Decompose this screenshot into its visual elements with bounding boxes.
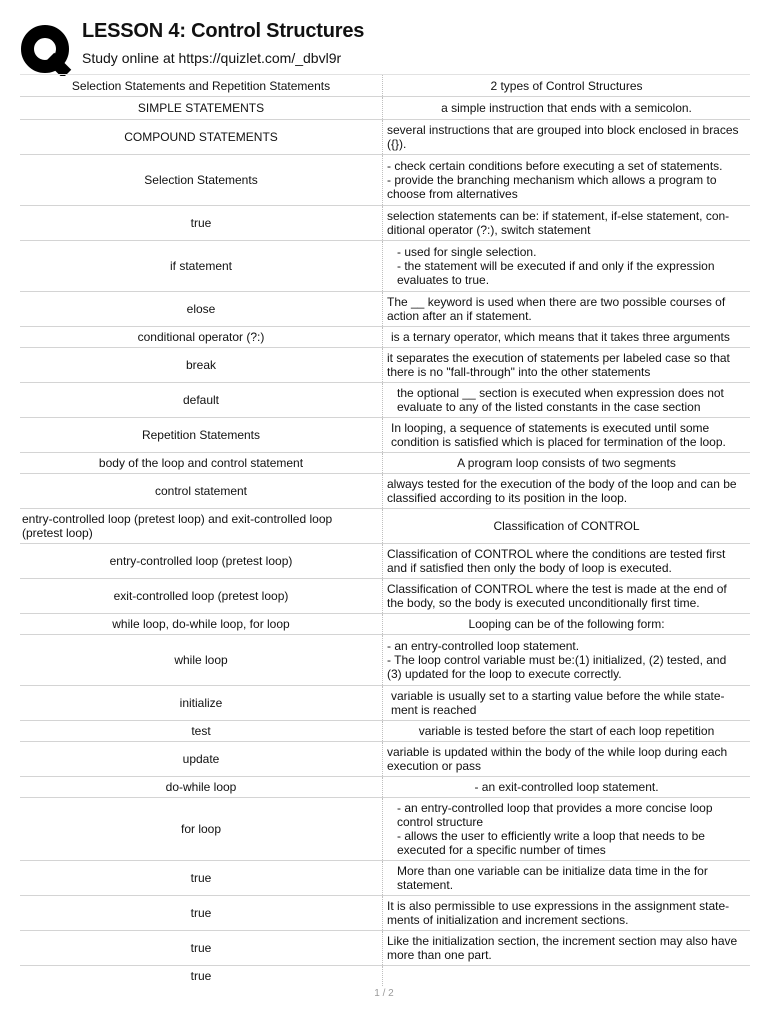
definition-cell <box>383 896 750 930</box>
term-text: Selection Statements <box>144 173 258 187</box>
term-cell <box>20 896 383 930</box>
term-text: body of the loop and control statement <box>98 456 304 470</box>
term-text: conditional operator (?:) <box>137 330 265 344</box>
definition-text: selection statements can be: if statement, if-else statement, con- ditional operator (?:), switch statement <box>387 209 730 237</box>
definition-text: variable is tested before the start of each loop repetition <box>418 724 715 738</box>
term-text: true <box>190 216 212 230</box>
definition-cell <box>383 614 750 634</box>
term-cell <box>20 798 383 860</box>
definition-cell <box>383 966 750 986</box>
table-row <box>20 634 750 685</box>
definition-cell <box>383 206 750 240</box>
table-row <box>20 326 750 347</box>
definition-text: Looping can be of the following form: <box>468 617 665 631</box>
term-text: SIMPLE STATEMENTS <box>137 101 265 115</box>
term-text: default <box>182 393 220 407</box>
term-cell <box>20 777 383 797</box>
table-row <box>20 685 750 720</box>
term-cell <box>20 97 383 119</box>
term-cell <box>20 206 383 240</box>
definition-text: always tested for the execution of the body of the loop and can be classified according to its position in the loop. <box>387 477 737 505</box>
term-text: break <box>185 358 217 372</box>
definition-text: Classification of CONTROL where the test is made at the end of the body, so the body is executed unconditionally first time. <box>387 582 727 610</box>
term-text: exit-controlled loop (pretest loop) <box>113 589 289 603</box>
page-header <box>0 0 768 74</box>
definition-text: More than one variable can be initialize data time in the for statement. <box>397 864 708 892</box>
definition-text: Classification of CONTROL where the conditions are tested first and if satisfied then only the body of loop is executed. <box>387 547 726 575</box>
term-cell <box>20 614 383 634</box>
definition-text: Like the initialization section, the increment section may also have more than one part. <box>387 934 738 962</box>
quizlet-logo-icon <box>20 24 72 76</box>
definition-cell <box>383 120 750 154</box>
term-text: while loop, do-while loop, for loop <box>112 617 290 631</box>
term-cell <box>20 742 383 776</box>
definition-cell <box>383 97 750 119</box>
table-row <box>20 613 750 634</box>
term-cell <box>20 75 383 96</box>
definition-text: it separates the execution of statements per labeled case so that there is no "fall-through" into the other statements <box>387 351 730 379</box>
term-cell <box>20 966 383 986</box>
definition-cell <box>383 777 750 797</box>
definition-text: a simple instruction that ends with a semicolon. <box>441 101 692 115</box>
term-cell <box>20 635 383 685</box>
table-row <box>20 543 750 578</box>
study-online-link[interactable]: Study online at https://quizlet.com/_dbvl9r <box>82 50 342 66</box>
term-text: elose <box>186 302 216 316</box>
definition-cell <box>383 931 750 965</box>
term-text: entry-controlled loop (pretest loop) <box>109 554 293 568</box>
term-cell <box>20 686 383 720</box>
term-cell <box>20 721 383 741</box>
definition-cell <box>383 327 750 347</box>
table-row <box>20 895 750 930</box>
term-cell <box>20 453 383 473</box>
table-row <box>20 508 750 543</box>
term-text: true <box>190 941 212 955</box>
term-text: Repetition Statements <box>141 428 261 442</box>
definition-text: is a ternary operator, which means that it takes three arguments <box>391 330 730 344</box>
definition-cell <box>383 155 750 205</box>
term-cell <box>20 544 383 578</box>
definition-text: 2 types of Control Structures <box>490 78 643 93</box>
table-row <box>20 473 750 508</box>
table-row <box>20 452 750 473</box>
table-row <box>20 154 750 205</box>
term-cell <box>20 348 383 382</box>
table-row <box>20 578 750 613</box>
definition-cell <box>383 742 750 776</box>
term-text: if statement <box>169 259 233 273</box>
table-row <box>20 741 750 776</box>
definition-text: - check certain conditions before executing a set of statements. - provide the branching mechanism which allows a program to choose from alternatives <box>387 159 723 201</box>
term-cell <box>20 292 383 326</box>
definition-text: - an exit-controlled loop statement. <box>474 780 659 794</box>
page-title: LESSON 4: Control Structures <box>82 20 365 42</box>
table-row <box>20 205 750 240</box>
table-row <box>20 930 750 965</box>
definition-cell <box>383 686 750 720</box>
term-cell <box>20 155 383 205</box>
definition-text: variable is usually set to a starting value before the while state- ment is reached <box>391 689 725 717</box>
term-text: test <box>191 724 211 738</box>
term-text: update <box>182 752 220 766</box>
term-cell <box>20 418 383 452</box>
definition-text: variable is updated within the body of the while loop during each execution or pass <box>387 745 728 773</box>
table-row <box>20 860 750 895</box>
definition-text: Classification of CONTROL <box>493 519 640 533</box>
table-row <box>20 776 750 797</box>
definition-text: - used for single selection. - the statement will be executed if and only if the expression evaluates to true. <box>397 245 715 287</box>
term-text: true <box>190 871 212 885</box>
term-cell <box>20 861 383 895</box>
definition-text: the optional __ section is executed when expression does not evaluate to any of the listed constants in the case section <box>397 386 724 414</box>
term-cell <box>20 327 383 347</box>
term-text: initialize <box>179 696 223 710</box>
table-row <box>20 74 750 96</box>
term-cell <box>20 579 383 613</box>
definition-cell <box>383 474 750 508</box>
definition-cell <box>383 635 750 685</box>
definition-cell <box>383 861 750 895</box>
definition-cell <box>383 348 750 382</box>
term-text: while loop <box>174 653 228 667</box>
table-row <box>20 417 750 452</box>
term-text: Selection Statements and Repetition Statements <box>71 78 331 93</box>
term-cell <box>20 509 383 543</box>
table-row <box>20 797 750 860</box>
term-text: entry-controlled loop (pretest loop) and exit-controlled loop (pretest loop) <box>22 512 333 540</box>
definition-text: - an entry-controlled loop that provides a more concise loop control structure - allows the user to efficiently write a loop that needs to be executed for a specific number of times <box>397 801 713 857</box>
table-row <box>20 240 750 291</box>
definition-cell <box>383 75 750 96</box>
definition-cell <box>383 579 750 613</box>
table-row <box>20 720 750 741</box>
definition-cell <box>383 453 750 473</box>
definition-text: In looping, a sequence of statements is executed until some condition is satisfied which is placed for termination of the loop. <box>391 421 726 449</box>
term-text: COMPOUND STATEMENTS <box>124 130 278 144</box>
definition-cell <box>383 292 750 326</box>
table-row <box>20 96 750 119</box>
definition-text: A program loop consists of two segments <box>457 456 676 470</box>
definition-cell <box>383 798 750 860</box>
term-cell <box>20 120 383 154</box>
definition-cell <box>383 509 750 543</box>
page-number: 1 / 2 <box>374 988 394 999</box>
table-row <box>20 119 750 154</box>
term-text: true <box>190 969 212 983</box>
term-cell <box>20 474 383 508</box>
definition-cell <box>383 418 750 452</box>
definition-text: The __ keyword is used when there are two possible courses of action after an if statement. <box>387 295 726 323</box>
definition-cell <box>383 241 750 291</box>
definition-cell <box>383 383 750 417</box>
term-text: for loop <box>180 822 222 836</box>
term-text: true <box>190 906 212 920</box>
definition-text: It is also permissible to use expressions in the assignment state- ments of initialization and increment sections. <box>387 899 730 927</box>
definition-cell <box>383 544 750 578</box>
definition-text: - an entry-controlled loop statement. - The loop control variable must be:(1) initialized, (2) tested, and (3) updated for the loop to execute correctly. <box>387 639 727 681</box>
table-row <box>20 965 750 986</box>
flashcard-table <box>20 74 750 986</box>
term-cell <box>20 931 383 965</box>
term-cell <box>20 241 383 291</box>
definition-cell <box>383 721 750 741</box>
table-row <box>20 291 750 326</box>
term-text: do-while loop <box>165 780 237 794</box>
table-row <box>20 382 750 417</box>
term-cell <box>20 383 383 417</box>
definition-text: several instructions that are grouped into block enclosed in braces ({}). <box>387 123 739 151</box>
term-text: control statement <box>154 484 248 498</box>
table-row <box>20 347 750 382</box>
